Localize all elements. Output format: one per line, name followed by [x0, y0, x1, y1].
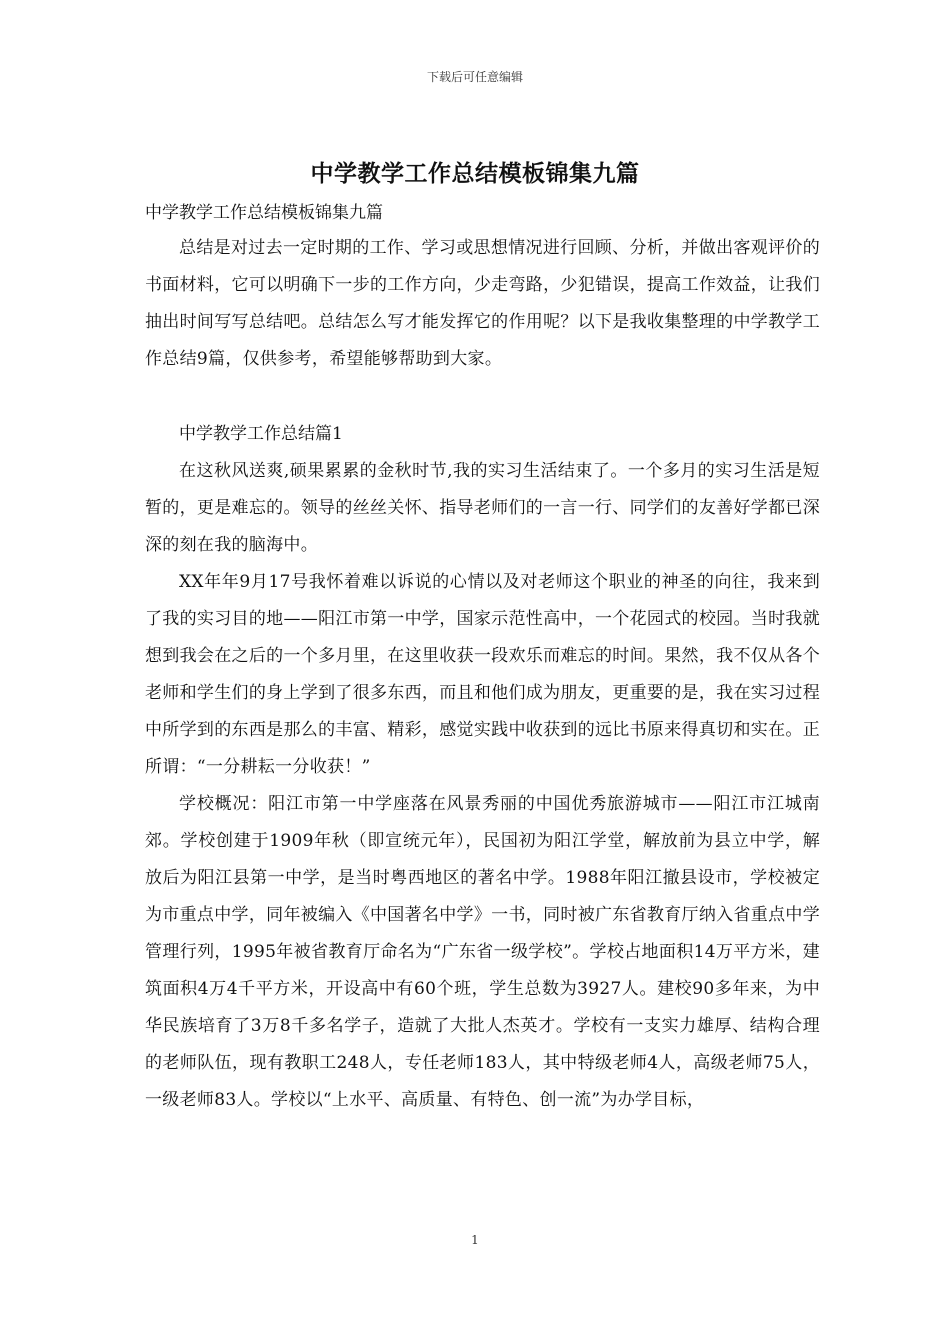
body-paragraph: 学校概况：阳江市第一中学座落在风景秀丽的中国优秀旅游城市——阳江市江城南郊。学校创建于1909年秋（即宣统元年），民国初为阳江学堂，解放前为县立中学，解放后为阳江县第一中学，是当时粤西地区的著名中学。1988年阳江撤县设市，学校被定为市重点中学，同年被编入《中国著名中学》一书，同时被广东省教育厅纳入省重点中学管理行列，1995年被省教育厅命名为“广东省一级学校”。学校占地面积14万平方米，建筑面积4万4千平方米，开设高中有60个班，学生总数为3927人。建校90多年来，为中华民族培育了3万8千多名学子，造就了大批人杰英才。学校有一支实力雄厚、结构合理的老师队伍，现有教职工248人，专任老师183人，其中特级老师4人，高级老师75人，一级老师83人。学校以“上水平、高质量、有特色、创一流”为办学目标，: [145, 794, 820, 1110]
document-title: 中学教学工作总结模板锦集九篇: [310, 161, 640, 187]
document-body: [145, 200, 820, 1119]
body-paragraph: 在这秋风送爽,硕果累累的金秋时节,我的实习生活结束了。一个多月的实习生活是短暂的，更是难忘的。领导的丝丝关怀、指导老师们的一言一行、同学们的友善好学都已深深的刻在我的脑海中。: [145, 461, 820, 555]
body-paragraph: XX年年9月17号我怀着难以诉说的心情以及对老师这个职业的神圣的向往，我来到了我的实习目的地——阳江市第一中学，国家示范性高中，一个花园式的校园。当时我就想到我会在之后的一个多月里，在这里收获一段欢乐而难忘的时间。果然，我不仅从各个老师和学生们的身上学到了很多东西，而且和他们成为朋友，更重要的是，我在实习过程中所学到的东西是那么的丰富、精彩，感觉实践中收获到的远比书原来得真切和实在。正所谓：“一分耕耘一分收获！”: [145, 572, 820, 777]
intro-paragraph: 总结是对过去一定时期的工作、学习或思想情况进行回顾、分析，并做出客观评价的书面材料，它可以明确下一步的工作方向，少走弯路，少犯错误，提高工作效益，让我们抽出时间写写总结吧。总结怎么写才能发挥它的作用呢？以下是我收集整理的中学教学工作总结9篇，仅供参考，希望能够帮助到大家。: [145, 238, 820, 369]
document-subtitle: 中学教学工作总结模板锦集九篇: [145, 203, 383, 223]
paragraph-spacer: [145, 378, 820, 416]
page-header-note: 下载后可任意编辑: [426, 70, 523, 84]
section-heading: 中学教学工作总结篇1: [179, 424, 343, 444]
page-number: 1: [471, 1233, 479, 1247]
